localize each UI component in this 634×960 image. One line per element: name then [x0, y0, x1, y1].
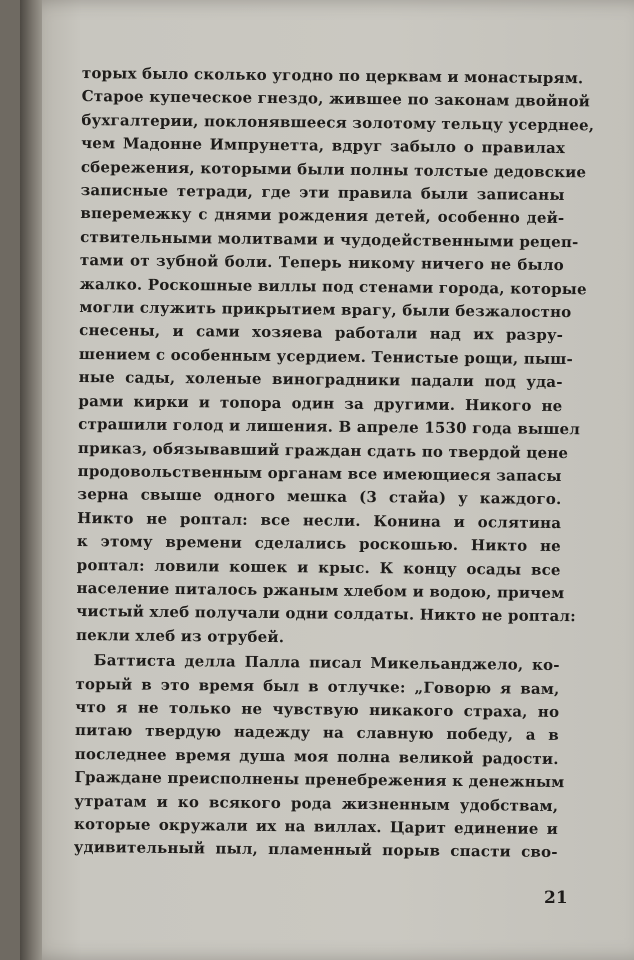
- book-page: [20, 0, 634, 960]
- text-line: пекли хлеб из отрубей.: [75, 625, 285, 646]
- text-line: торый в это время был в отлучке: „Говорю я вам,: [75, 674, 560, 698]
- text-line: последнее время душа моя полна великой радости.: [74, 744, 559, 768]
- text-line: бухгалтерии, поклонявшееся золотому тельцу усерднее,: [81, 110, 595, 135]
- text-line: вперемежку с днями рождения детей, особенно дей-: [80, 204, 565, 228]
- text-line: жалко. Роскошные виллы под стенами города, которые: [79, 274, 587, 298]
- body-text: [73, 62, 595, 865]
- text-line: продовольственным органам все имеющиеся запасы: [77, 461, 562, 485]
- text-line: чем Мадонне Импрунетта, вдруг забыло о правилах: [81, 134, 566, 158]
- text-line: торых было сколько угодно по церквам и монастырям.: [81, 63, 584, 88]
- text-line: страшили голод и лишения. В апреле 1530 года вышел: [78, 415, 581, 439]
- paragraph-1: [75, 62, 595, 652]
- text-line: тами от зубной боли. Теперь никому ничего не было: [79, 251, 564, 275]
- text-line: Старое купеческое гнездо, жившее по законам двойной: [81, 87, 591, 111]
- text-line: рами кирки и топора один за другими. Никого не: [78, 391, 563, 415]
- text-line: население питалось ржаным хлебом и водою, причем: [76, 578, 565, 603]
- text-line: сбережения, которыми были полны толстые дедовские: [80, 157, 587, 181]
- text-line: удивительный пыл, пламенный порыв спасти сво-: [73, 838, 558, 862]
- text-line: приказ, обязывавший граждан сдать по твердой цене: [77, 438, 569, 462]
- text-line: утратам и ко всякого рода жизненным удобствам,: [74, 791, 559, 815]
- text-line: зерна свыше одного мешка (3 стайа) у каждого.: [77, 485, 562, 509]
- text-line: записные тетради, где эти правила были записаны: [80, 181, 565, 205]
- text-line: питаю твердую надежду на славную победу, а в: [74, 721, 560, 745]
- text-line: Никто не роптал: все несли. Конина и ослятина: [77, 508, 562, 532]
- text-line: роптал: ловили кошек и крыс. К концу осады все: [76, 555, 561, 579]
- text-line: ные сады, холеные виноградники падали под уда-: [78, 368, 563, 392]
- text-line: ствительными молитвами и чудодейственными рецеп-: [80, 227, 579, 252]
- book-spine-shadow: [20, 0, 42, 960]
- paragraph-2: [73, 649, 565, 865]
- text-line: к этому времени сделались роскошью. Никто не: [76, 532, 562, 556]
- text-line: Граждане преисполнены пренебрежения к денежным: [74, 768, 565, 792]
- text-line: Баттиста делла Палла писал Микельанджело, ко-: [93, 651, 560, 675]
- text-line: чистый хлеб получали одни солдаты. Никто не роптал:: [76, 602, 577, 626]
- text-line: шением с особенным усердием. Тенистые рощи, пыш-: [78, 344, 574, 369]
- text-line: которые окружали их на виллах. Царит единение и: [73, 814, 559, 839]
- text-line: могли служить прикрытием врагу, были безжалостно: [79, 298, 572, 322]
- text-line: что я не только не чувствую никакого страха, но: [75, 697, 560, 722]
- text-line: снесены, и сами хозяева работали над их разру-: [79, 321, 564, 345]
- page-number: 21: [544, 888, 568, 908]
